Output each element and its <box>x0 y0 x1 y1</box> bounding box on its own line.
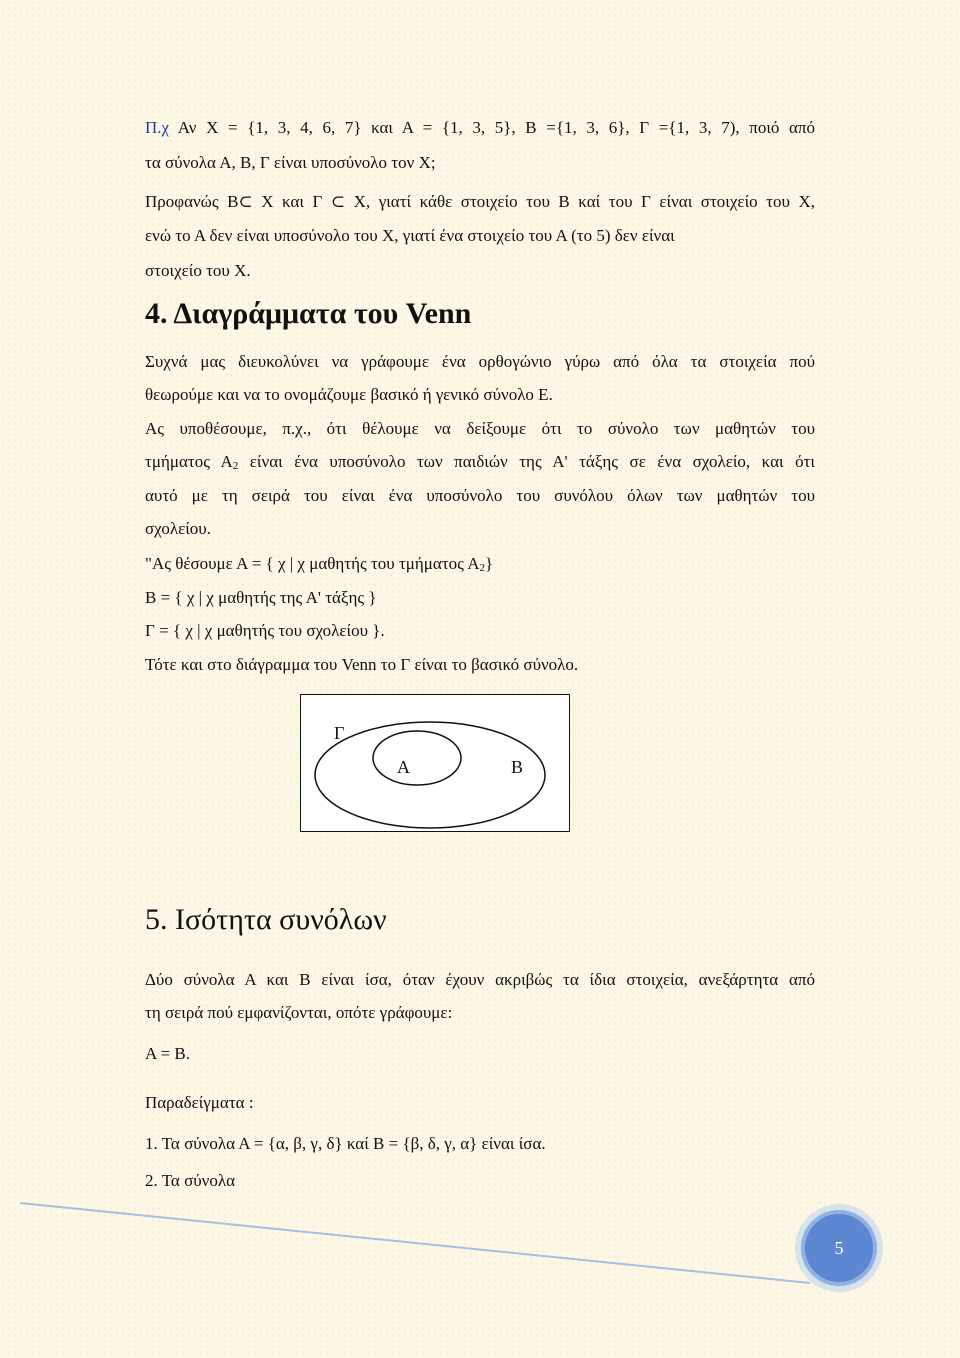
venn-label-middle: Β <box>511 757 524 777</box>
s5-examples-label: Παραδείγματα : <box>145 1093 254 1112</box>
example-line-3: Προφανώς Β⊂ Χ και Γ ⊂ Χ, γιατί κάθε στοιχείο του Β καί του Γ είναι στοιχείο του Χ, <box>145 192 815 211</box>
s4-p1-line-2: θεωρούμε και να το ονομάζουμε βασικό ή γενικό σύνολο Ε. <box>145 385 553 404</box>
example-prefix: Π.χ <box>145 118 170 137</box>
venn-label-outer: Γ <box>334 723 345 743</box>
set-definition-b: Β = { χ | χ μαθητής της Α' τάξης } <box>145 588 377 607</box>
set-definition-c: Γ = { χ | χ μαθητής του σχολείου }. <box>145 621 385 640</box>
page-number: 5 <box>834 1238 844 1258</box>
s5-equation: Α = Β. <box>145 1044 191 1063</box>
s4-p1-line-1: Συχνά μας διευκολύνει να γράφουμε ένα ορθογώνιο γύρω από όλα τα στοιχεία πού <box>145 352 815 371</box>
section-4-heading: 4. Διαγράμματα του Venn <box>145 297 472 330</box>
page-number-badge <box>801 1210 877 1286</box>
s4-p2-line-1: Ας υποθέσουμε, π.χ., ότι θέλουμε να δείξουμε ότι το σύνολο των μαθητών του <box>145 419 815 438</box>
set-definition-a: "Ας θέσουμε Α = { χ | χ μαθητής του τμήματος $A_2$} <box>145 554 494 574</box>
section-5-heading: 5. Ισότητα συνόλων <box>145 903 387 936</box>
venn-label-inner: Α <box>397 757 410 777</box>
s4-p2-line-4: σχολείου. <box>145 519 211 538</box>
example-line-2: τα σύνολα Α, Β, Γ είναι υποσύνολο τον Χ; <box>145 153 436 172</box>
s5-p1-line-2: τη σειρά πού εμφανίζονται, οπότε γράφουμε: <box>145 1003 453 1022</box>
s4-p2-line-3: αυτό με τη σειρά του είναι ένα υποσύνολο του συνόλου όλων των μαθητών του <box>145 486 815 505</box>
s5-p1-line-1: Δύο σύνολα Α και Β είναι ίσα, όταν έχουν ακριβώς τα ίδια στοιχεία, ανεξάρτητα από <box>145 970 815 989</box>
example-line-4: ενώ το Α δεν είναι υποσύνολο του Χ, γιατί ένα στοιχείο του Α (το 5) δεν είναι <box>145 226 675 245</box>
example-line-1-text: Αν Χ = {1, 3, 4, 6, 7} και Α = {1, 3, 5}, Β ={1, 3, 6}, Γ ={1, 3, 7), ποιό από <box>169 118 815 137</box>
s4-conclusion: Τότε και στο διάγραμμα του Venn το Γ είναι το βασικό σύνολο. <box>145 655 579 674</box>
example-line-5: στοιχείο του Χ. <box>145 261 251 280</box>
s5-example-1: 1. Τα σύνολα Α = {α, β, γ, δ} καί Β = {β, δ, γ, α} είναι ίσα. <box>145 1134 546 1153</box>
s5-example-2: 2. Τα σύνολα <box>145 1171 235 1190</box>
s4-p2-line-2: τμήματος $A_2$ είναι ένα υποσύνολο των παιδιών της Α' τάξης σε ένα σχολείο, και ότι <box>145 452 815 472</box>
